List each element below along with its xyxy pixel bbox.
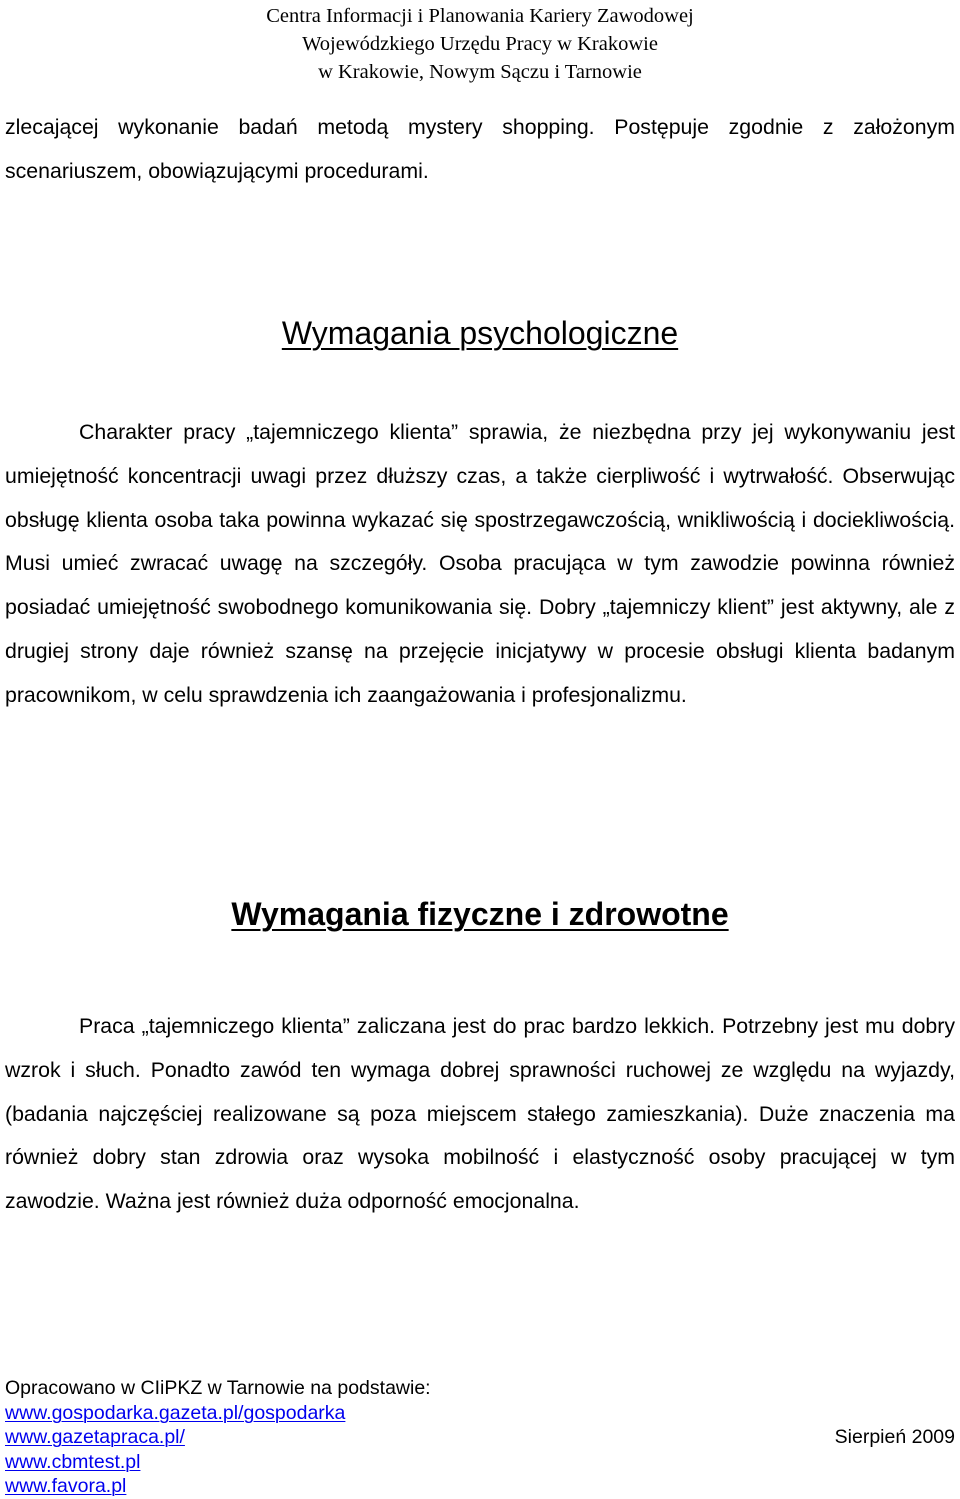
source-link-gazetapraca[interactable]: www.gazetapraca.pl/ [5,1426,185,1448]
document-date: Sierpień 2009 [834,1426,955,1448]
footer-line-date [5,1425,955,1450]
header-line-2: Wojewódzkiego Urzędu Pracy w Krakowie [302,33,658,55]
section-heading-psychological: Wymagania psychologiczne [281,315,679,351]
psychological-paragraph: Charakter pracy „tajemniczego klienta” sprawia, że niezbędna przy jej wykonywaniu jest umiejętność koncentracji uwagi przez dłuższy czas, a także cierpliwość i wytrwałość. Obserwując obsługę klienta osoba taka powinna wykazać się spostrzegawczością, wnikliwością i dociekliwością. Musi umieć zwracać uwagę na szczegóły. Osoba pracująca w tym zawodzie powinna również posiadać umiejętność swobodnego komunikowania się. Dobry „tajemniczy klient” jest aktywny, ale z drugiej strony daje również szansę na przejęcie inicjatywy w procesie obsługi klienta badanym pracownikom, w celu sprawdzenia ich zaangażowania i profesjonalizmu. [5,420,955,707]
source-link-gospodarka[interactable]: www.gospodarka.gazeta.pl/gospodarka [5,1401,346,1424]
page-header [0,2,960,86]
section-heading-physical: Wymagania fizyczne i zdrowotne [231,896,729,932]
header-line-3: w Krakowie, Nowym Sączu i Tarnowie [318,61,642,83]
page-footer [5,1376,955,1499]
source-link-cbmtest[interactable]: www.cbmtest.pl [5,1450,141,1473]
source-label: Opracowano w CIiPKZ w Tarnowie na podstawie: [5,1377,431,1399]
intro-paragraph: zlecającej wykonanie badań metodą mystery shopping. Postępuje zgodnie z założonym scenariuszem, obowiązującymi procedurami. [5,115,955,183]
source-link-favora[interactable]: www.favora.pl [5,1475,127,1497]
header-line-1: Centra Informacji i Planowania Kariery Zawodowej [266,5,694,27]
physical-paragraph: Praca „tajemniczego klienta” zaliczana jest do prac bardzo lekkich. Potrzebny jest mu dobry wzrok i słuch. Ponadto zawód ten wymaga dobrej sprawności ruchowej ze względu na wyjazdy,(badania najczęściej realizowane są poza miejscem stałego zamieszkania). Duże znaczenia ma również dobry stan zdrowia oraz wysoka mobilność i elastyczność osoby pracującej w tym zawodzie. Ważna jest również duża odporność emocjonalna. [5,1014,955,1214]
